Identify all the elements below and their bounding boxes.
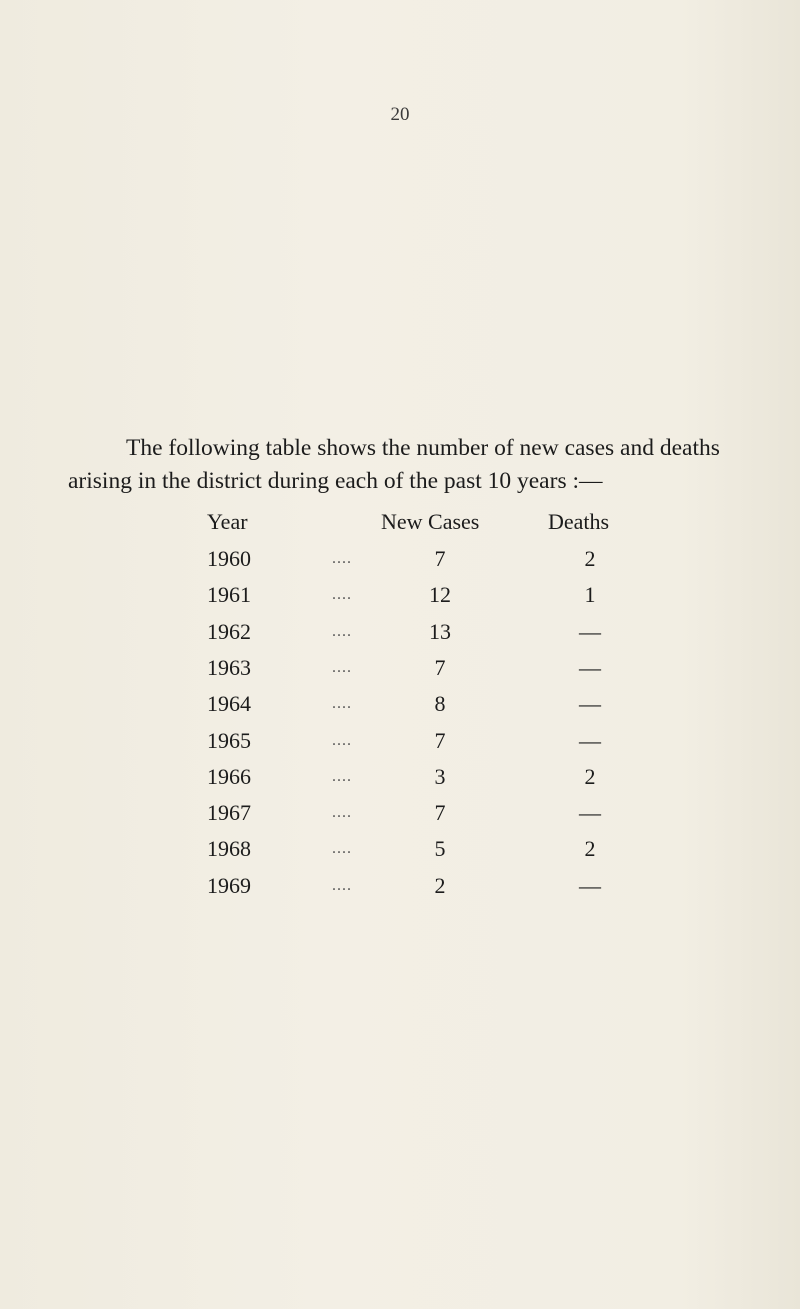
row-leader-dots: .... xyxy=(332,550,352,567)
row-new-cases: 7 xyxy=(434,546,446,571)
column-header-new-cases: New Cases xyxy=(381,509,480,534)
row-year: 1965 xyxy=(207,728,251,753)
row-deaths: — xyxy=(579,619,601,644)
row-new-cases: 13 xyxy=(429,619,451,644)
row-year: 1966 xyxy=(207,764,251,789)
row-leader-dots: .... xyxy=(332,695,352,712)
row-new-cases: 3 xyxy=(434,764,446,789)
row-leader-dots: .... xyxy=(332,840,352,857)
intro-line-1: The following table shows the number of new cases and deaths xyxy=(126,435,720,461)
row-leader-dots: .... xyxy=(332,659,352,676)
column-header-deaths: Deaths xyxy=(548,509,610,534)
row-year: 1962 xyxy=(207,619,251,644)
row-new-cases: 2 xyxy=(434,873,446,898)
row-leader-dots: .... xyxy=(332,804,352,821)
row-deaths: — xyxy=(579,691,601,716)
row-deaths: 2 xyxy=(584,764,596,789)
row-leader-dots: .... xyxy=(332,623,352,640)
row-new-cases: 5 xyxy=(434,836,446,861)
intro-paragraph xyxy=(68,432,768,498)
row-deaths: 2 xyxy=(584,836,596,861)
row-year: 1967 xyxy=(207,800,251,825)
row-new-cases: 7 xyxy=(434,728,446,753)
intro-line-2: arising in the district during each of the past 10 years :— xyxy=(68,468,603,494)
row-new-cases: 7 xyxy=(434,800,446,825)
row-new-cases: 7 xyxy=(434,655,446,680)
row-year: 1968 xyxy=(207,836,251,861)
row-deaths: — xyxy=(579,873,601,898)
row-leader-dots: .... xyxy=(332,586,352,603)
row-deaths: — xyxy=(579,800,601,825)
row-new-cases: 8 xyxy=(434,691,446,716)
row-deaths: 2 xyxy=(584,546,596,571)
row-year: 1963 xyxy=(207,655,251,680)
row-deaths: 1 xyxy=(584,582,596,607)
row-year: 1960 xyxy=(207,546,251,571)
row-year: 1969 xyxy=(207,873,251,898)
column-header-year: Year xyxy=(207,509,248,534)
row-year: 1964 xyxy=(207,691,251,716)
row-deaths: — xyxy=(579,655,601,680)
page-number: 20 xyxy=(390,104,410,125)
row-leader-dots: .... xyxy=(332,768,352,785)
row-deaths: — xyxy=(579,728,601,753)
row-new-cases: 12 xyxy=(429,582,451,607)
row-leader-dots: .... xyxy=(332,877,352,894)
row-leader-dots: .... xyxy=(332,732,352,749)
row-year: 1961 xyxy=(207,582,251,607)
